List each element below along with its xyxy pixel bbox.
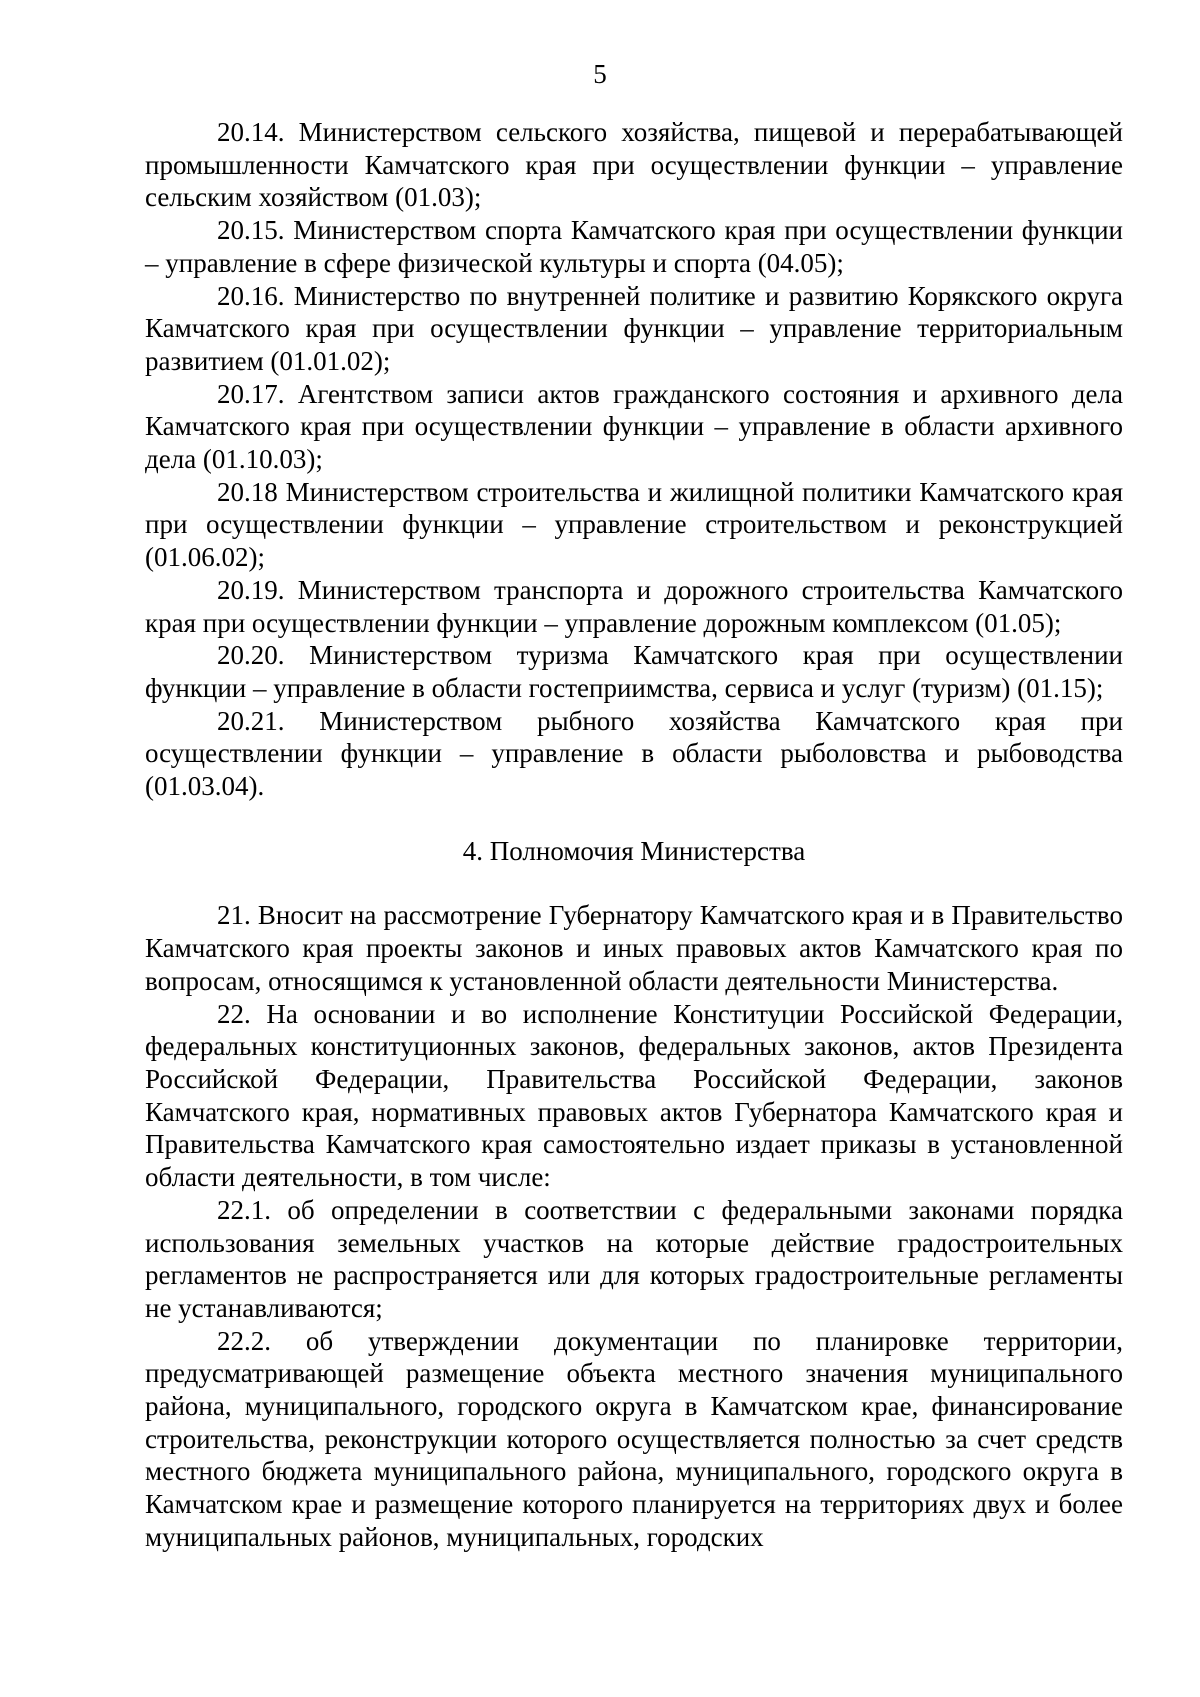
paragraph-20-21: 20.21. Министерством рыбного хозяйства Камчатского края при осуществлении функции – управление в области рыболовства и рыбоводства (01.03.04). <box>145 705 1123 802</box>
paragraph-20-16: 20.16. Министерство по внутренней политике и развитию Корякского округа Камчатского края при осуществлении функции – управление территориальным развитием (01.01.02); <box>145 280 1123 376</box>
document-body <box>145 116 1123 1554</box>
paragraph-20-18: 20.18 Министерством строительства и жилищной политики Камчатского края при осуществлении функции – управление строительством и реконструкцией (01.06.02); <box>145 476 1123 573</box>
paragraph-20-17: 20.17. Агентством записи актов гражданского состояния и архивного дела Камчатского края при осуществлении функции – управление в области архивного дела (01.10.03); <box>145 378 1123 475</box>
paragraph-20-14: 20.14. Министерством сельского хозяйства, пищевой и перерабатывающей промышленности Камчатского края при осуществлении функции – управление сельским хозяйством (01.03); <box>145 117 1123 213</box>
paragraph-20-20: 20.20. Министерством туризма Камчатского края при осуществлении функции – управление в области гостеприимства, сервиса и услуг (туризм) (01.15); <box>145 640 1123 703</box>
paragraph-21: 21. Вносит на рассмотрение Губернатору Камчатского края и в Правительство Камчатского края проекты законов и иных правовых актов Камчатского края по вопросам, относящимся к установленной области деятельности Министерства. <box>145 900 1123 996</box>
paragraph-20-15: 20.15. Министерством спорта Камчатского края при осуществлении функции – управление в сфере физической культуры и спорта (04.05); <box>145 215 1123 278</box>
paragraph-20-19: 20.19. Министерством транспорта и дорожного строительства Камчатского края при осуществлении функции – управление дорожным комплексом (01.05); <box>145 574 1123 638</box>
paragraph-22-1: 22.1. об определении в соответствии с федеральными законами порядка использования земельных участков на которые действие градостроительных регламентов не распространяется или для которых градостроительные регламенты не устанавливаются; <box>145 1194 1123 1323</box>
section-heading: 4. Полномочия Министерства <box>462 835 806 866</box>
page-number: 5 <box>593 59 607 89</box>
paragraph-22-2: 22.2. об утверждении документации по планировке территории, предусматривающей размещение объекта местного значения муниципального района, муниципального, городского округа в Камчатском крае, финансирование строительства, реконструкции которого осуществляется полностью за счет средств местного бюджета муниципального района, муниципального, городского округа в Камчатском крае и размещение которого планируется на территориях двух и более муниципальных районов, муниципальных, городских <box>145 1325 1123 1552</box>
paragraph-22: 22. На основании и во исполнение Конституции Российской Федерации, федеральных конституционных законов, федеральных законов, актов Президента Российской Федерации, Правительства Российской Федерации, законов Камчатского края, нормативных правовых актов Губернатора Камчатского края и Правительства Камчатского края самостоятельно издает приказы в установленной области деятельности, в том числе: <box>145 998 1123 1193</box>
